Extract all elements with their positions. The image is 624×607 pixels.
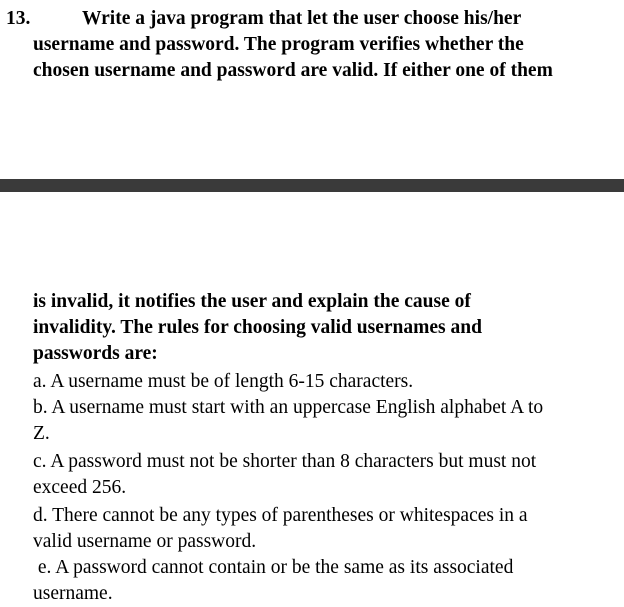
rule-d-line-1: d. There cannot be any types of parentheses or whitespaces in a — [33, 505, 528, 526]
question-intro-line-1: Write a java program that let the user choose his/her — [82, 8, 522, 29]
rule-b-line-2: Z. — [33, 423, 50, 444]
rule-e-line-2: username. — [33, 583, 113, 604]
rule-d-line-2: valid username or password. — [33, 531, 257, 552]
rule-a-line: a. A username must be of length 6-15 characters. — [33, 371, 414, 392]
question-continued-line-2: invalidity. The rules for choosing valid usernames and — [33, 317, 482, 338]
question-continued-line-3: passwords are: — [33, 343, 158, 364]
rule-c-line-1: c. A password must not be shorter than 8 characters but must not — [33, 451, 537, 472]
question-number: 13. — [6, 8, 31, 29]
question-intro-line-2: username and password. The program verifies whether the — [33, 34, 524, 55]
page-divider-bar — [0, 179, 624, 192]
question-intro-line-3: chosen username and password are valid. If either one of them — [33, 60, 553, 81]
question-continued-line-1: is invalid, it notifies the user and explain the cause of — [33, 291, 471, 312]
rule-e-line-1: e. A password cannot contain or be the same as its associated — [33, 557, 514, 578]
rule-c-line-2: exceed 256. — [33, 477, 127, 498]
rule-b-line-1: b. A username must start with an uppercase English alphabet A to — [33, 397, 544, 418]
